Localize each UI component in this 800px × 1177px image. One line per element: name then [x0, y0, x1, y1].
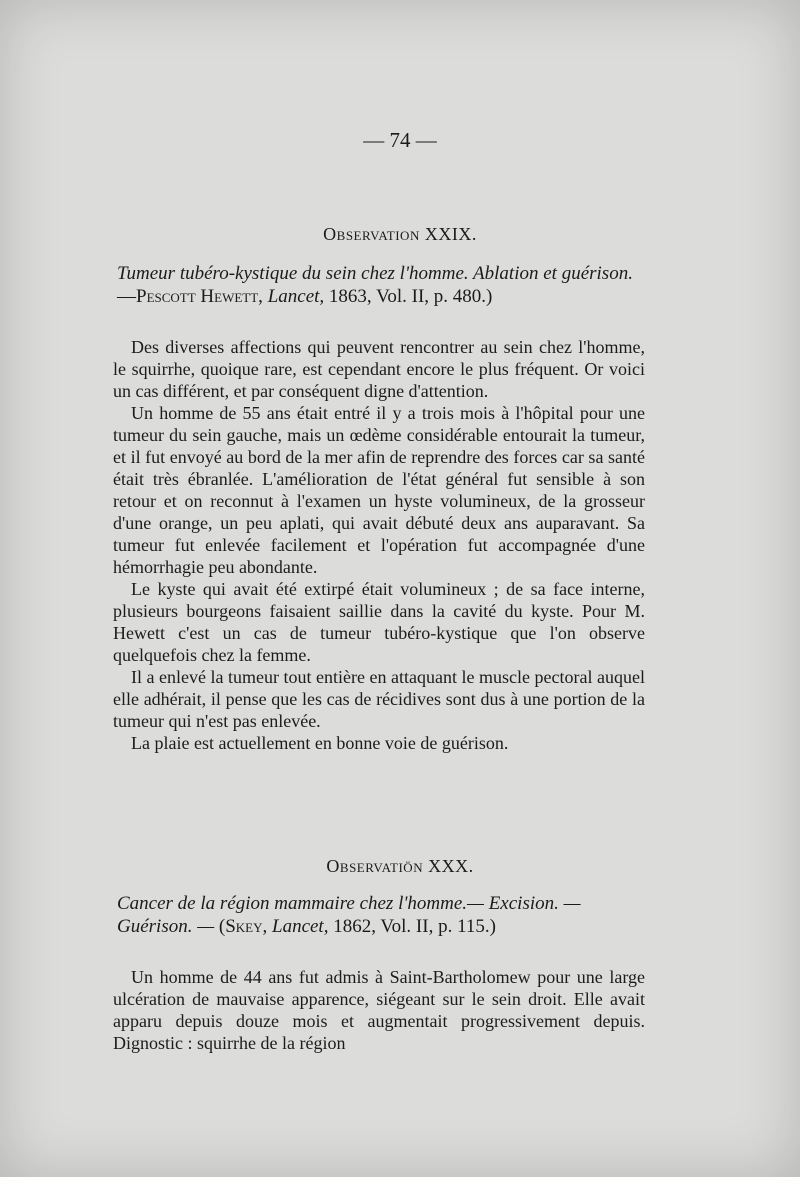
paragraph: Un homme de 55 ans était entré il y a trois mois à l'hôpital pour une tumeur du sein gauche, mais un œdème considérable entourait la tumeur, et il fut envoyé au bord de la mer afin de reprendre des forces car sa santé était très ébranlée. L'amélioration de l'état général fut sensible à son retour et on reconnut à l'examen un hyste volumineux, de la grosseur d'une orange, un peu aplati, qui avait débuté deux ans auparavant. Sa tumeur fut enlevée facilement et l'opération fut accompagnée d'une hémorrhagie peu abondante. — [113, 403, 645, 577]
observation-29-title — [117, 262, 645, 308]
observation-30-reference: 1862, Vol. II, p. 115.) — [328, 916, 496, 937]
observation-30-body — [113, 966, 645, 1054]
observation-29-body — [113, 336, 645, 754]
paragraph: La plaie est actuellement en bonne voie de guérison. — [131, 733, 509, 753]
observation-29-author: Pescott Hewett, — [136, 286, 263, 307]
observation-29-heading — [0, 224, 800, 245]
observation-29-title-text: Tumeur tubéro-kystique du sein chez l'homme. Ablation et guérison. — [117, 263, 633, 284]
paragraph: Le kyste qui avait été extirpé était volumineux ; de sa face interne, plusieurs bourgeons faisaient saillie dans la cavité du kyste. Pour M. Hewett c'est un cas de tumeur tubéro-kystique que l'on observe quelquefois chez la femme. — [113, 579, 645, 665]
paragraph: Il a enlevé la tumeur tout entière en attaquant le muscle pectoral auquel elle adhérait, il pense que les cas de récidives sont dus à une portion de la tumeur qui n'est pas enlevée. — [113, 667, 645, 731]
observation-29-journal: Lancet, — [262, 286, 325, 307]
observation-29-heading-text: Observation XXIX. — [323, 224, 477, 244]
observation-30-title-text: Cancer de la région mammaire chez l'homme.— Excision. — Guérison. — — [117, 893, 581, 937]
observation-29-title-separator: — — [117, 286, 136, 307]
observation-30-title — [117, 892, 645, 938]
paragraph: Des diverses affections qui peuvent rencontrer au sein chez l'homme, le squirrhe, quoique rare, est cependant encore le plus fréquent. Or voici un cas différent, et par conséquent digne d'attention. — [113, 337, 645, 401]
observation-30-heading-text: Observatiön XXX. — [326, 856, 474, 876]
observation-30-author: Skey, — [225, 916, 268, 937]
paragraph: Un homme de 44 ans fut admis à Saint-Bartholomew pour une large ulcération de mauvaise apparence, siégeant sur le sein droit. Elle avait apparu depuis douze mois et augmentait progressivement depuis. Dignostic : squirrhe de la région — [113, 967, 645, 1053]
observation-29-reference: 1863, Vol. II, p. 480.) — [324, 286, 493, 307]
observation-30-journal: Lancet, — [267, 916, 329, 937]
page-number: — 74 — — [363, 128, 437, 152]
observation-30-reference-open: ( — [214, 916, 226, 937]
observation-30-heading — [0, 856, 800, 877]
